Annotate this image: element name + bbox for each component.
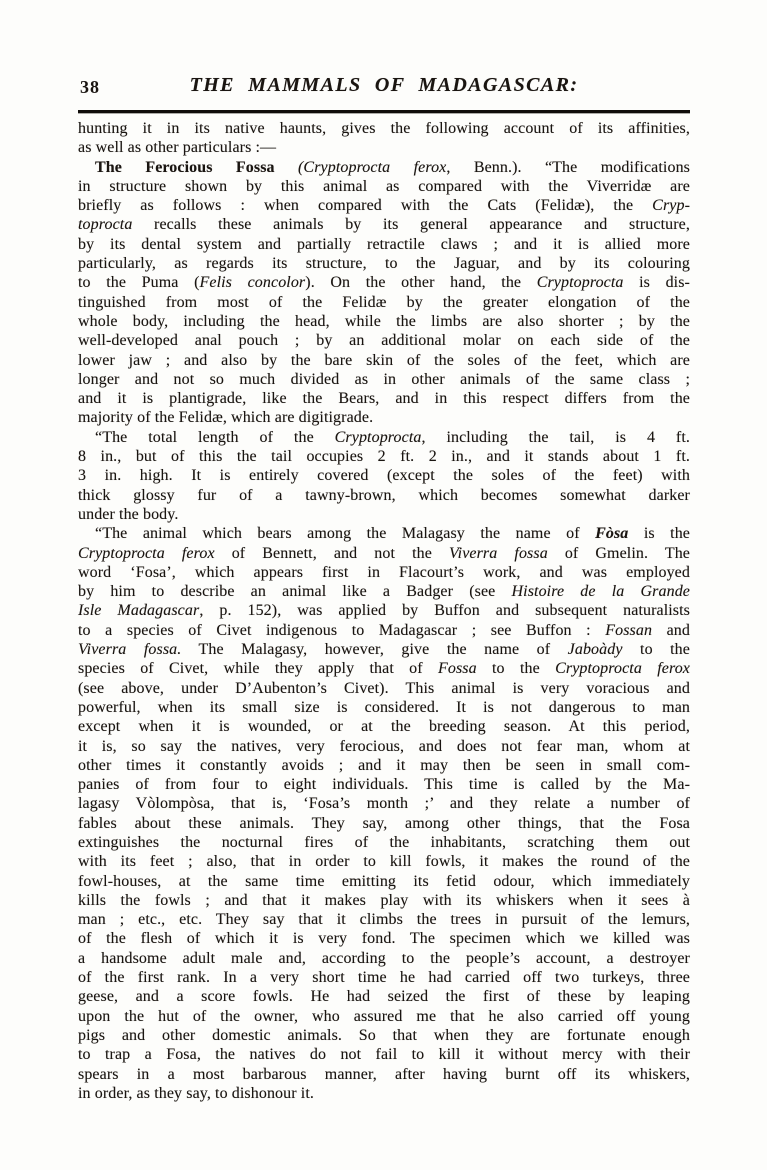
text-line: extinguishes the nocturnal fires of the inhabitants, scratching them out [78,833,690,851]
text-line: and it is plantigrade, like the Bears, and in this respect differs from the [78,390,690,408]
text-line: geese, and a score fowls. He had seized the first of these by leaping [78,988,690,1006]
text-line: to a species of Civet indigenous to Madagascar ; see Buffon : Fossan and [78,621,690,639]
text-line: tinguished from most of the Felidæ by the greater elongation of the [78,293,690,311]
text-line: as well as other particulars :— [78,139,277,157]
text-line: lagasy Vòlompòsa, that is, ‘Fosa’s month ;’ and they relate a number of [78,795,690,813]
text-line: (see above, under D’Aubenton’s Civet). This animal is very voracious and [78,679,690,697]
text-line: The Ferocious Fossa (Cryptoprocta ferox, Benn.). “The modifications [95,158,690,176]
text-line: well-developed anal pouch ; by an additional molar on each side of the [78,332,690,350]
text-line: longer and not so much divided as in other animals of the same class ; [78,370,690,388]
text-line: 8 in., but of this the tail occupies 2 ft. 2 in., and it stands about 1 ft. [78,448,690,466]
text-line: to trap a Fosa, the natives do not fail to kill it without mercy with their [78,1046,690,1064]
text-block [78,119,690,1103]
text-line: Cryptoprocta ferox of Bennett, and not the Viverra fossa of Gmelin. The [78,544,691,562]
text-line: panies of from four to eight individuals. This time is called by the Ma- [78,776,690,794]
text-line: fables about these animals. They say, among other things, that the Fosa [78,814,690,832]
text-line: powerful, when its small size is considered. It is not dangerous to man [78,698,690,716]
text-line: in order, as they say, to dishonour it. [78,1084,314,1102]
text-line: of the flesh of which it is very fond. The specimen which we killed was [78,930,690,948]
text-line: except when it is wounded, or at the breeding season. At this period, [78,718,690,736]
text-line: hunting it in its native haunts, gives the following account of its affinities, [78,120,690,137]
text-line: kills the fowls ; and that it makes play with its whiskers when it sees à [78,891,690,909]
text-line: man ; etc., etc. They say that it climbs the trees in pursuit of the lemurs, [78,911,690,929]
text-line: upon the hut of the owner, who assured me that he also carried off young [78,1007,690,1025]
text-line: whole body, including the head, while the limbs are also shorter ; by the [78,312,690,330]
text-line: by him to describe an animal like a Badger (see Histoire de la Grande [78,583,690,601]
text-line: under the body. [78,505,179,523]
text-line: particularly, as regards its structure, to the Jaguar, and by its colouring [78,255,690,273]
header-rule [78,110,690,113]
text-line: lower jaw ; and also by the bare skin of the soles of the feet, which are [78,351,690,369]
running-head [78,74,690,104]
text-line: other times it constantly avoids ; and it may then be seen in small com- [78,756,690,774]
text-line: thick glossy fur of a tawny-brown, which becomes somewhat darker [78,486,690,504]
text-line: Viverra fossa. The Malagasy, however, give the name of Jaboàdy to the [78,641,690,659]
text-line: pigs and other domestic animals. So that when they are fortunate enough [78,1026,690,1044]
running-title: THE MAMMALS OF MADAGASCAR: [189,74,579,96]
text-line: fowl-houses, at the same time emitting its fetid odour, which immediately [78,872,690,890]
text-line: spears in a most barbarous manner, after having burnt off its whiskers, [78,1065,690,1083]
text-line: word ‘Fosa’, which appears first in Flacourt’s work, and was employed [78,563,690,581]
text-line: majority of the Felidæ, which are digitigrade. [78,409,374,427]
page-number: 38 [80,77,100,97]
text-line: it is, so say the natives, very ferocious, and does not fear man, whom at [78,737,690,755]
text-line: Isle Madagascar, p. 152), was applied by Buffon and subsequent naturalists [78,602,691,620]
text-line: species of Civet, while they apply that of Fossa to the Cryptoprocta ferox [78,660,690,678]
text-line: a handsome adult male and, according to the people’s account, a destroyer [78,949,690,967]
text-line: of the first rank. In a very short time he had carried off two turkeys, three [78,969,690,987]
text-line: to the Puma (Felis concolor). On the other hand, the Cryptoprocta is dis- [78,274,690,292]
text-line: “The animal which bears among the Malagasy the name of Fòsa is the [95,525,691,543]
text-line: “The total length of the Cryptoprocta, including the tail, is 4 ft. [95,428,690,446]
text-line: briefly as follows : when compared with the Cats (Felidæ), the Cryp- [78,197,690,215]
text-line: toprocta recalls these animals by its general appearance and structure, [78,216,690,234]
text-line: in structure shown by this animal as compared with the Viverridæ are [78,177,690,195]
text-line: with its feet ; also, that in order to kill fowls, it makes the round of the [78,853,690,871]
text-line: 3 in. high. It is entirely covered (except the soles of the feet) with [78,467,690,485]
text-line: by its dental system and partially retractile claws ; and it is allied more [78,235,690,253]
